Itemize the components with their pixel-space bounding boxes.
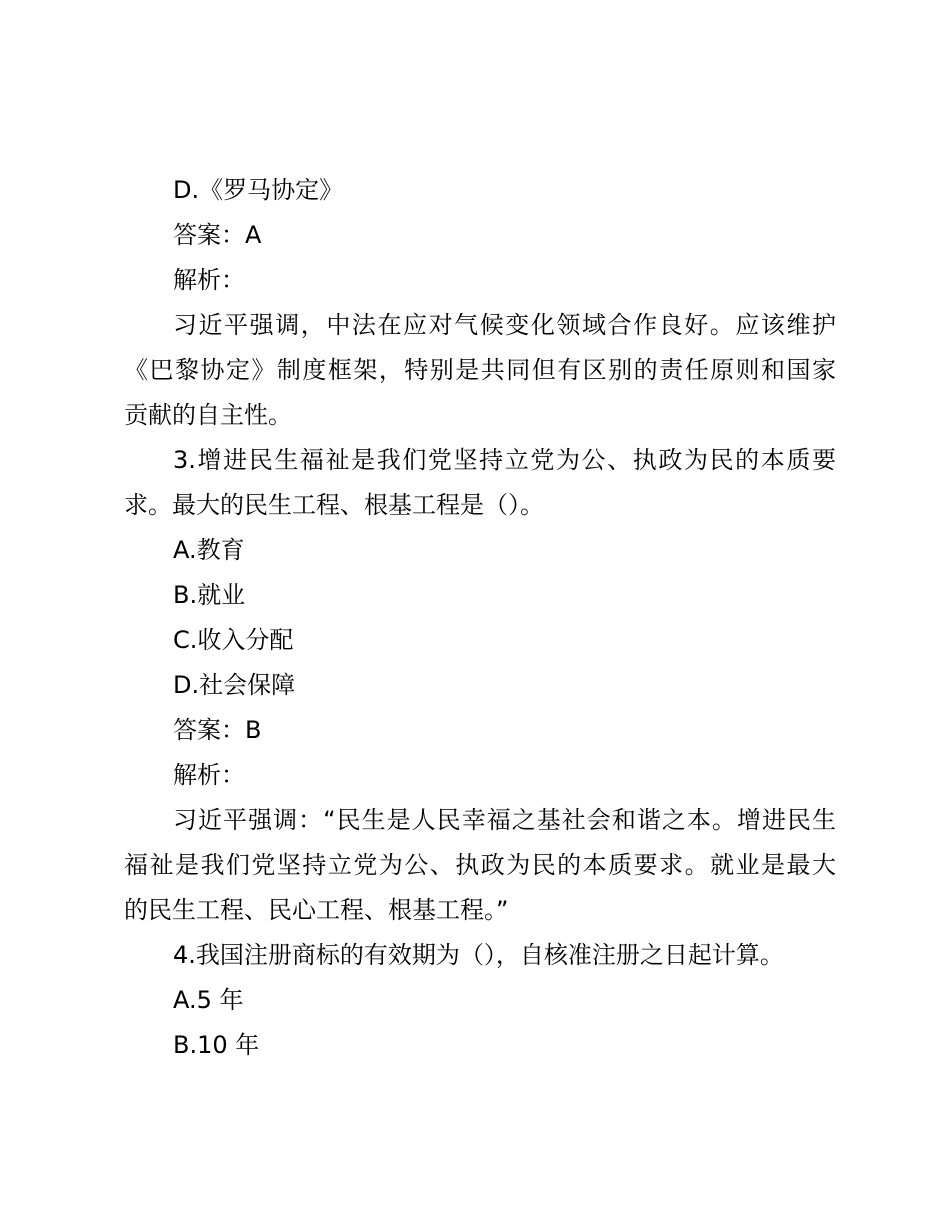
option-a-education: A.教育: [173, 536, 245, 564]
option-b-10-years: B.10 年: [173, 1031, 260, 1059]
analysis-line: 习近平强调，中法在应对气候变化领域合作良好。应该维护: [173, 311, 836, 339]
analysis-line: 贡献的自主性。: [124, 401, 292, 429]
analysis-line: 的民生工程、民心工程、根基工程。”: [124, 896, 509, 924]
option-d-rome: D.《罗马协定》: [173, 176, 344, 204]
analysis-label-q3: 解析：: [173, 761, 245, 789]
option-b-employment: B.就业: [173, 581, 246, 609]
question-3: [124, 438, 836, 528]
analysis-line: 《巴黎协定》制度框架，特别是共同但有区别的责任原则和国家: [124, 356, 836, 384]
document-body: [124, 168, 836, 1068]
option-c-income: C.收入分配: [173, 626, 294, 654]
question-4: 4.我国注册商标的有效期为（），自核准注册之日起计算。: [173, 941, 784, 969]
answer-q3: 答案：B: [173, 716, 262, 744]
analysis-paragraph-q2: [124, 303, 836, 438]
question-line: 求。最大的民生工程、根基工程是（）。: [124, 491, 544, 519]
analysis-paragraph-q3: [124, 798, 836, 933]
analysis-label-q2: 解析：: [173, 266, 245, 294]
option-a-5-years: A.5 年: [173, 986, 244, 1014]
answer-q2: 答案：A: [173, 221, 262, 249]
question-line: 3.增进民生福祉是我们党坚持立党为公、执政为民的本质要: [173, 446, 836, 474]
option-d-social-security: D.社会保障: [173, 671, 296, 699]
analysis-line: 福祉是我们党坚持立党为公、执政为民的本质要求。就业是最大: [124, 851, 836, 879]
analysis-line: 习近平强调：“民生是人民幸福之基社会和谐之本。增进民生: [173, 806, 836, 834]
